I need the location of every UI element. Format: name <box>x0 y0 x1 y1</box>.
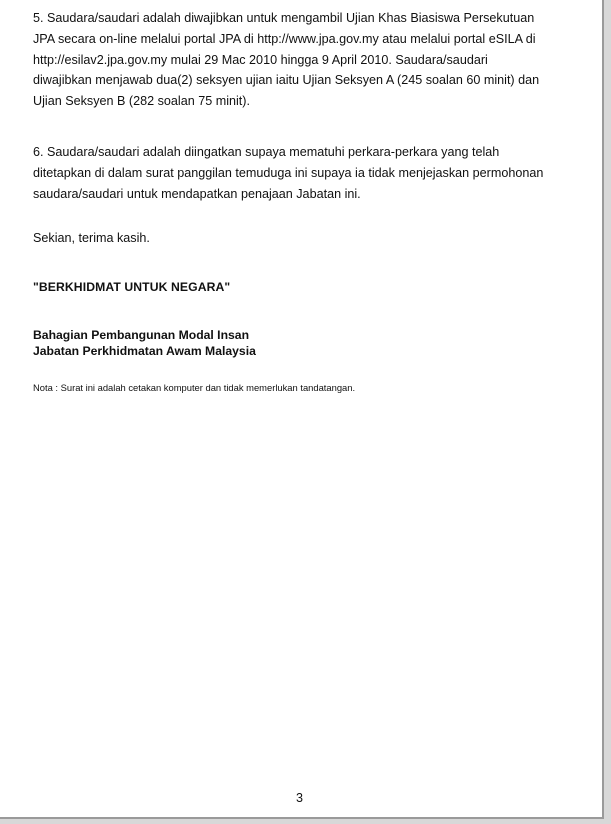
motto: "BERKHIDMAT UNTUK NEGARA" <box>33 280 231 294</box>
page-shadow-right <box>604 0 611 824</box>
computer-generated-note: Nota : Surat ini adalah cetakan komputer dan tidak memerlukan tandatangan. <box>33 382 356 393</box>
page-number: 3 <box>296 791 304 805</box>
closing-remark: Sekian, terima kasih. <box>33 231 150 245</box>
paragraph-6: 6. Saudara/saudari adalah diingatkan supaya mematuhi perkara-perkara yang telah ditetapkan di dalam surat panggilan temuduga ini supaya ia tidak menjejaskan permohonan saudara/saudari untuk mendapatkan penajaan Jabatan ini. <box>33 145 544 201</box>
signatory-block <box>33 328 256 359</box>
signatory-division: Bahagian Pembangunan Modal Insan <box>33 328 250 342</box>
page-shadow-bottom <box>0 819 611 824</box>
signatory-department: Jabatan Perkhidmatan Awam Malaysia <box>33 343 256 358</box>
paragraph-5: 5. Saudara/saudari adalah diwajibkan untuk mengambil Ujian Khas Biasiswa Persekutuan JPA secara on-line melalui portal JPA di http://www.jpa.gov.my atau melalui portal eSILA di http://esilav2.jpa.gov.my mulai 29 Mac 2010 hingga 9 April 2010. Saudara/saudari diwajibkan menjawab dua(2) seksyen ujian iaitu Ujian Seksyen A (245 soalan 60 minit) dan Ujian Seksyen B (282 soalan 75 minit). <box>33 11 540 109</box>
